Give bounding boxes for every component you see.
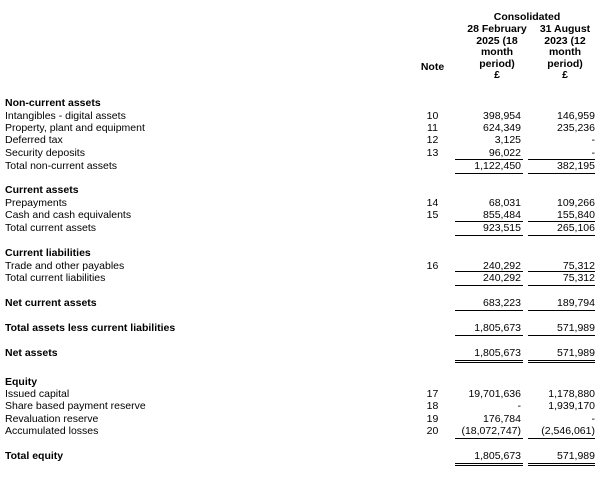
table-row-issued-capital <box>0 388 601 400</box>
row-note: 20 <box>426 425 439 437</box>
row-note: 12 <box>426 134 439 146</box>
row-label: Share based payment reserve <box>5 400 146 412</box>
column-header-2023-line: period) <box>547 57 583 70</box>
rule-2023 <box>528 173 595 174</box>
row-label: Total current liabilities <box>5 272 106 284</box>
row-label: Prepayments <box>5 197 67 209</box>
rule-2025 <box>455 173 523 174</box>
row-label: Trade and other payables <box>5 260 125 272</box>
value-2023: 571,989 <box>557 347 595 359</box>
row-label: Non-current assets <box>5 97 101 109</box>
value-2023: 155,840 <box>557 209 595 221</box>
table-row-cash <box>0 209 601 221</box>
section-heading-current-assets <box>0 184 601 196</box>
value-2023: - <box>591 413 595 425</box>
value-2025: 240,292 <box>483 260 521 272</box>
row-label: Total non-current assets <box>5 160 118 172</box>
value-2025: 1,805,673 <box>474 322 521 334</box>
column-header-2023-line: 31 August <box>539 23 591 35</box>
value-2023: (2,546,061) <box>541 425 595 437</box>
section-heading-non-current-assets <box>0 97 601 109</box>
rule-2023 <box>528 285 595 286</box>
rule-2023 <box>528 438 595 439</box>
consolidated-heading: Consolidated <box>493 11 561 23</box>
column-header-2025-line: month <box>480 46 514 58</box>
row-label: Current liabilities <box>5 247 91 259</box>
row-label: Current assets <box>5 184 79 196</box>
row-note: 16 <box>426 260 439 272</box>
rule-2025 <box>455 310 523 311</box>
table-row-total-non-current-assets <box>0 160 601 172</box>
table-row-share-based-payment-reserve <box>0 400 601 412</box>
value-2025: 1,805,673 <box>474 347 521 359</box>
row-label: Cash and cash equivalents <box>5 209 132 221</box>
value-2023: 189,794 <box>557 297 595 309</box>
row-label: Net assets <box>5 347 58 359</box>
column-header-2023-line: 2023 (12 <box>544 34 586 47</box>
row-label: Total equity <box>5 450 64 462</box>
row-note: 11 <box>427 122 438 134</box>
rule-2023 <box>528 335 595 336</box>
value-2023: 75,312 <box>562 272 595 284</box>
section-heading-current-liabilities <box>0 247 601 259</box>
value-2025: 96,022 <box>488 147 521 159</box>
value-2023: 235,236 <box>557 122 595 134</box>
value-2025: 3,125 <box>494 134 521 146</box>
rule-2023 <box>528 235 595 236</box>
value-2025: (18,072,747) <box>461 425 521 437</box>
table-row-security-deposits <box>0 147 601 159</box>
value-2025: - <box>517 400 521 412</box>
column-header-2023-line: £ <box>562 69 568 81</box>
rule-2025 <box>455 335 523 336</box>
column-header-2025-line: period) <box>479 57 515 70</box>
table-row-total-assets-less-current-liabilities <box>0 322 601 334</box>
row-label: Issued capital <box>5 388 70 400</box>
row-label: Security deposits <box>5 147 85 159</box>
value-2025: 1,805,673 <box>474 450 521 462</box>
table-row-total-current-liabilities <box>0 272 601 284</box>
rule-2025 <box>455 285 523 286</box>
row-note: 14 <box>426 197 439 209</box>
rule-2025 <box>455 438 523 439</box>
column-header-2025-line: £ <box>494 69 500 81</box>
table-row-prepayments <box>0 197 601 209</box>
row-label: Net current assets <box>5 297 97 309</box>
note-column-header: Note <box>420 61 445 73</box>
row-note: 17 <box>426 388 439 400</box>
value-2025: 683,223 <box>483 297 521 309</box>
value-2025: 19,701,636 <box>468 388 521 400</box>
double-rule-2025 <box>455 463 523 466</box>
table-row-revaluation-reserve <box>0 413 601 425</box>
value-2025: 398,954 <box>483 110 521 122</box>
column-header-2025-line: 2025 (18 <box>476 34 518 47</box>
value-2023: 146,959 <box>557 110 595 122</box>
row-note: 18 <box>426 400 439 412</box>
row-label: Deferred tax <box>5 134 63 146</box>
value-2023: 75,312 <box>562 260 595 272</box>
row-label: Property, plant and equipment <box>5 122 145 134</box>
column-header-2023-line: month <box>548 46 582 58</box>
table-row-intangibles <box>0 110 601 122</box>
value-2023: 1,939,170 <box>548 400 595 412</box>
row-label: Revaluation reserve <box>5 413 99 425</box>
table-row-net-current-assets <box>0 297 601 309</box>
value-2025: 923,515 <box>483 222 521 234</box>
value-2023: - <box>591 134 595 146</box>
value-2025: 68,031 <box>488 197 521 209</box>
rule-2023 <box>528 310 595 311</box>
row-note: 10 <box>426 110 439 122</box>
column-header-2025 <box>460 24 534 82</box>
double-rule-2023 <box>528 360 595 363</box>
value-2025: 240,292 <box>483 272 521 284</box>
value-2023: 571,989 <box>557 450 595 462</box>
value-2023: 382,195 <box>557 160 595 172</box>
double-rule-2025 <box>455 360 523 363</box>
value-2023: - <box>591 147 595 159</box>
double-rule-2023 <box>528 463 595 466</box>
row-note: 19 <box>426 413 439 425</box>
table-row-total-current-assets <box>0 222 601 234</box>
value-2023: 265,106 <box>557 222 595 234</box>
table-row-ppe <box>0 122 601 134</box>
row-note: 15 <box>426 209 439 221</box>
row-label: Accumulated losses <box>5 425 99 437</box>
value-2025: 855,484 <box>483 209 521 221</box>
table-row-deferred-tax <box>0 134 601 146</box>
row-note: 13 <box>426 147 439 159</box>
table-row-accumulated-losses <box>0 425 601 437</box>
value-2025: 176,784 <box>483 413 521 425</box>
section-heading-equity <box>0 376 601 388</box>
column-header-2025-line: 28 February <box>467 23 527 35</box>
table-row-total-equity <box>0 450 601 462</box>
value-2023: 571,989 <box>557 322 595 334</box>
table-row-net-assets <box>0 347 601 359</box>
row-label: Equity <box>5 376 38 388</box>
rule-2025 <box>455 235 523 236</box>
value-2023: 1,178,880 <box>548 388 595 400</box>
value-2023: 109,266 <box>557 197 595 209</box>
value-2025: 624,349 <box>483 122 521 134</box>
value-2025: 1,122,450 <box>474 160 521 172</box>
row-label: Intangibles - digital assets <box>5 110 126 122</box>
row-label: Total assets less current liabilities <box>5 322 176 334</box>
column-header-2023 <box>532 24 598 82</box>
row-label: Total current assets <box>5 222 97 234</box>
